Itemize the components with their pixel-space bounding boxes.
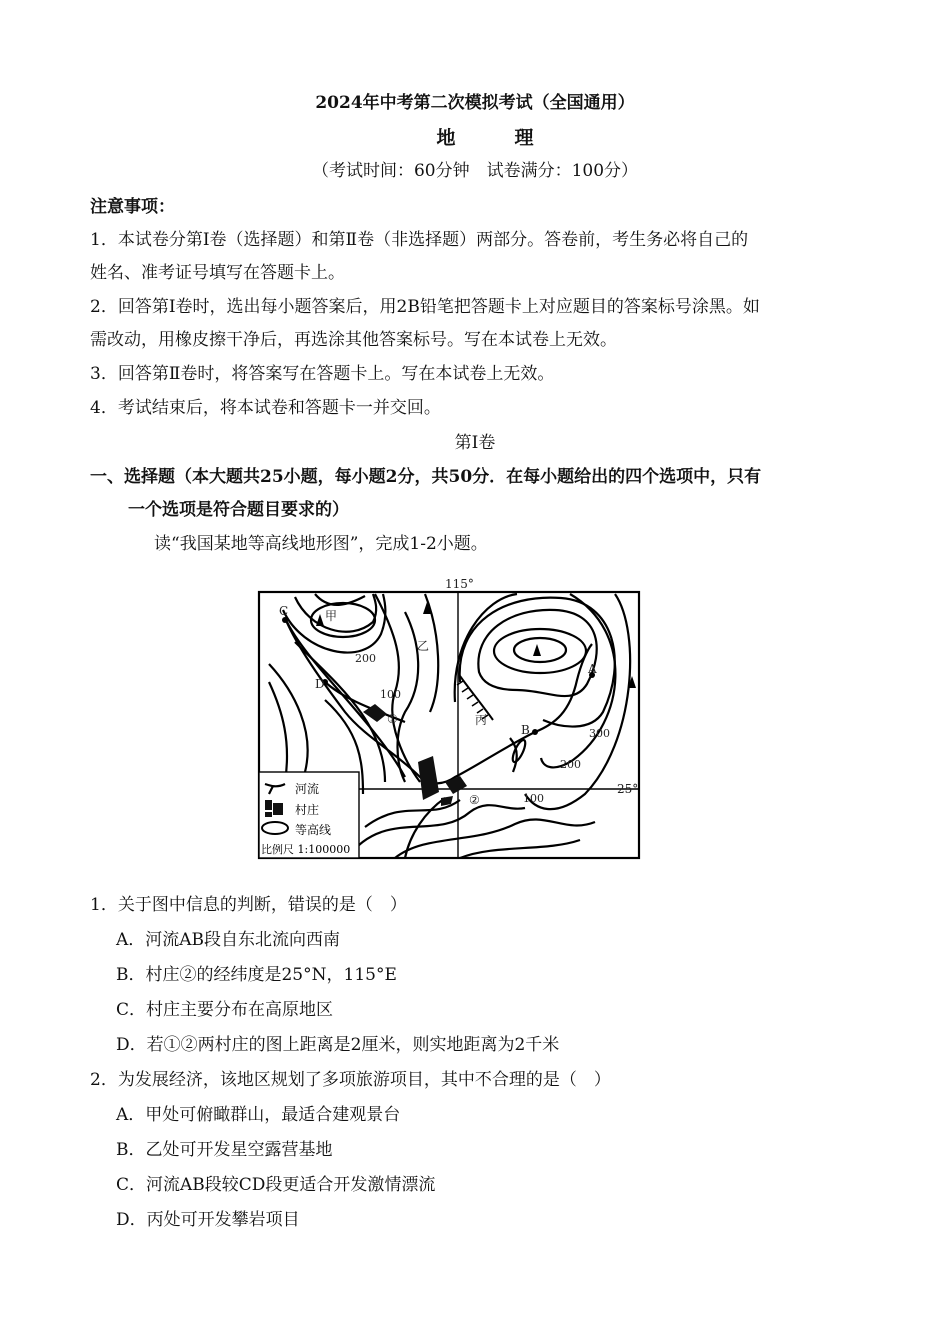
map-legend xyxy=(259,772,359,858)
question-2-option-b: B．乙处可开发星空露营基地 xyxy=(116,1140,333,1160)
place-jia-label: 甲 xyxy=(325,609,338,623)
place-bing-label: 丙 xyxy=(475,713,488,727)
notice-item-1-cont: 姓名、准考证号填写在答题卡上。 xyxy=(90,263,345,283)
question-1-option-c: C．村庄主要分布在高原地区 xyxy=(116,1000,334,1020)
legend-river: 河流 xyxy=(295,782,320,796)
contour-100-label-left: 100 xyxy=(380,688,401,701)
latitude-label: 25° xyxy=(617,782,639,796)
notice-item-2: 2．回答第Ⅰ卷时，选出每小题答案后，用2B铅笔把答题卡上对应题目的答案标号涂黑。如 xyxy=(90,297,760,317)
contour-100-label-right: 100 xyxy=(523,792,544,805)
contour-200-label-left: 200 xyxy=(355,652,376,665)
legend-village: 村庄 xyxy=(295,803,320,817)
question-2-option-d: D．丙处可开发攀岩项目 xyxy=(116,1210,300,1230)
subject-title: 地 理 xyxy=(436,127,554,149)
notice-item-4: 4．考试结束后，将本试卷和答题卡一并交回。 xyxy=(90,398,441,418)
point-c-label: C xyxy=(279,604,289,618)
contour-300-label-right: 300 xyxy=(589,727,610,740)
question-2-option-a: A．甲处可俯瞰群山，最适合建观景台 xyxy=(116,1105,401,1125)
notice-item-1: 1．本试卷分第Ⅰ卷（选择题）和第Ⅱ卷（非选择题）两部分。答卷前，考生务必将自己的 xyxy=(90,230,749,250)
exam-title: 2024年中考第二次模拟考试（全国通用） xyxy=(315,93,635,113)
legend-scale: 比例尺 1:100000 xyxy=(261,843,351,856)
place-yi-label: 乙 xyxy=(417,639,430,653)
notice-heading: 注意事项： xyxy=(90,197,175,217)
question-1-option-a: A．河流AB段自东北流向西南 xyxy=(116,930,341,950)
longitude-label: 115° xyxy=(445,577,474,591)
village-2-label: ② xyxy=(469,793,480,807)
contour-map xyxy=(255,572,645,864)
section-heading: 一、选择题（本大题共25小题，每小题2分，共50分．在每小题给出的四个选项中，只有 xyxy=(90,467,762,487)
notice-item-3: 3．回答第Ⅱ卷时，将答案写在答题卡上。写在本试卷上无效。 xyxy=(90,364,555,384)
contour-200-label-right: 200 xyxy=(560,758,581,771)
part-title: 第Ⅰ卷 xyxy=(454,433,496,453)
point-d-label: D xyxy=(315,677,325,691)
point-b-label: B xyxy=(521,723,530,737)
question-1-option-d: D．若①②两村庄的图上距离是2厘米，则实地距离为2千米 xyxy=(116,1035,560,1055)
question-intro: 读“我国某地等高线地形图”，完成1-2小题。 xyxy=(154,534,488,554)
question-2-stem: 2．为发展经济，该地区规划了多项旅游项目，其中不合理的是（ ） xyxy=(90,1070,611,1090)
question-1-option-b: B．村庄②的经纬度是25°N，115°E xyxy=(116,965,397,985)
point-a-label: A xyxy=(588,662,597,676)
question-1-stem: 1．关于图中信息的判断，错误的是（ ） xyxy=(90,895,407,915)
village-1-label: ① xyxy=(387,712,398,726)
exam-info: （考试时间：60分钟 试卷满分：100分） xyxy=(311,161,639,181)
question-2-option-c: C．河流AB段较CD段更适合开发激情漂流 xyxy=(116,1175,436,1195)
section-heading-cont: 一个选项是符合题目要求的） xyxy=(128,500,349,520)
legend-contour: 等高线 xyxy=(295,823,332,837)
notice-item-2-cont: 需改动，用橡皮擦干净后，再选涂其他答案标号。写在本试卷上无效。 xyxy=(90,330,617,350)
